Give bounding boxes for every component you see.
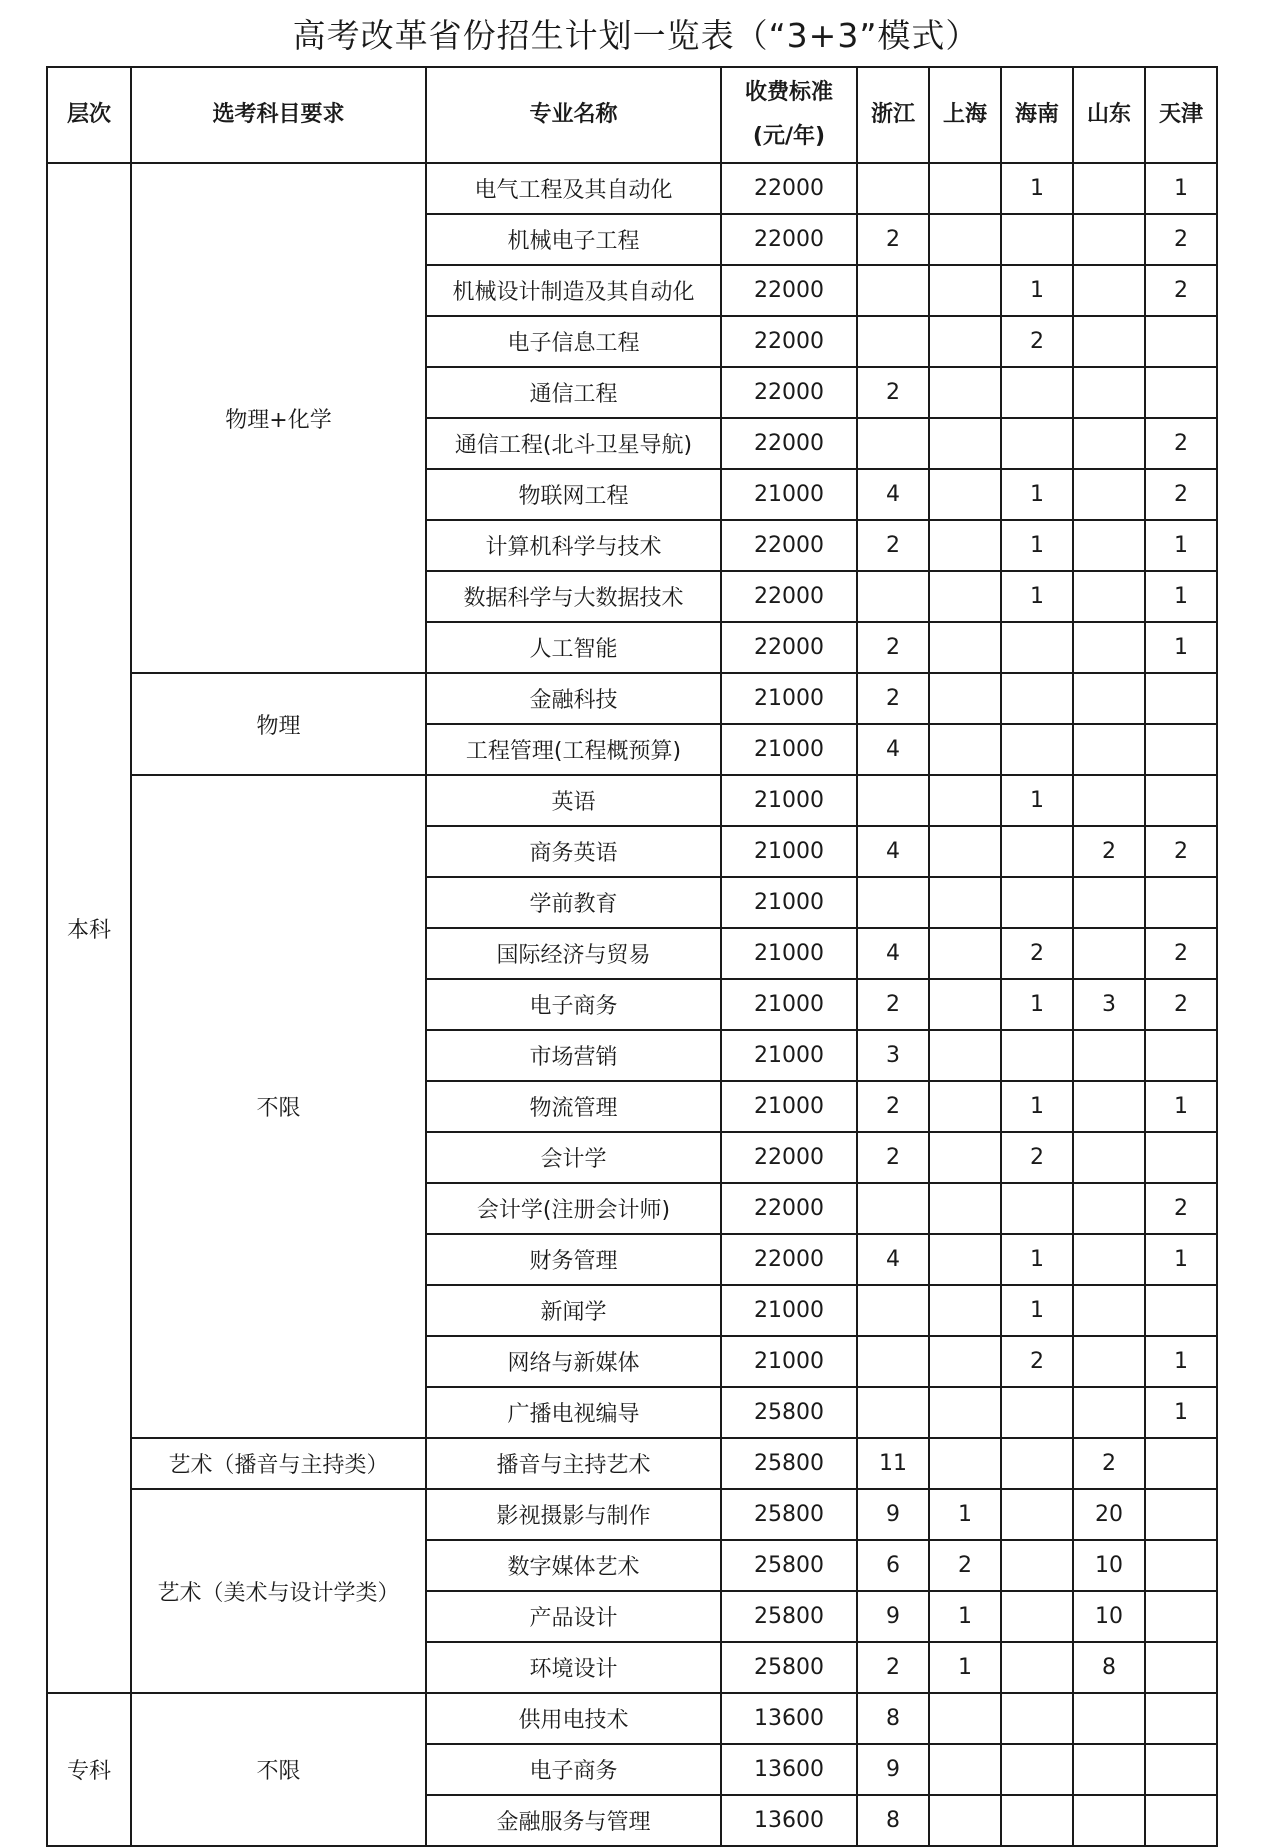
count-cell-shandong	[1073, 1234, 1145, 1285]
count-cell-shandong	[1073, 316, 1145, 367]
count-cell-shandong	[1073, 469, 1145, 520]
count-cell-shandong	[1073, 214, 1145, 265]
count-cell-tianjin: 2	[1145, 418, 1217, 469]
fee-cell: 21000	[721, 1336, 857, 1387]
count-cell-zhejiang	[857, 1285, 929, 1336]
count-cell-shanghai	[929, 1234, 1001, 1285]
count-cell-tianjin: 1	[1145, 1234, 1217, 1285]
fee-cell: 21000	[721, 724, 857, 775]
table-row	[47, 1693, 1217, 1744]
count-cell-zhejiang: 2	[857, 367, 929, 418]
fee-cell: 25800	[721, 1438, 857, 1489]
count-cell-shandong: 8	[1073, 1642, 1145, 1693]
major-name-cell: 会计学	[426, 1132, 721, 1183]
count-cell-tianjin	[1145, 1591, 1217, 1642]
fee-cell: 21000	[721, 1081, 857, 1132]
major-name-cell: 供用电技术	[426, 1693, 721, 1744]
count-cell-tianjin: 2	[1145, 469, 1217, 520]
count-cell-zhejiang: 8	[857, 1795, 929, 1846]
count-cell-tianjin	[1145, 1540, 1217, 1591]
major-name-cell: 商务英语	[426, 826, 721, 877]
count-cell-tianjin	[1145, 1642, 1217, 1693]
fee-cell: 22000	[721, 367, 857, 418]
table-body	[47, 163, 1217, 1846]
count-cell-zhejiang	[857, 1387, 929, 1438]
count-cell-zhejiang: 4	[857, 928, 929, 979]
major-name-cell: 人工智能	[426, 622, 721, 673]
count-cell-zhejiang: 2	[857, 1642, 929, 1693]
count-cell-tianjin: 2	[1145, 979, 1217, 1030]
count-cell-hainan: 1	[1001, 265, 1073, 316]
major-name-cell: 计算机科学与技术	[426, 520, 721, 571]
fee-cell: 22000	[721, 418, 857, 469]
count-cell-hainan	[1001, 1693, 1073, 1744]
fee-cell: 22000	[721, 316, 857, 367]
major-name-cell: 新闻学	[426, 1285, 721, 1336]
count-cell-hainan	[1001, 367, 1073, 418]
count-cell-shanghai	[929, 1693, 1001, 1744]
count-cell-shanghai	[929, 622, 1001, 673]
count-cell-shanghai	[929, 1744, 1001, 1795]
count-cell-hainan	[1001, 214, 1073, 265]
count-cell-shandong	[1073, 1183, 1145, 1234]
subject-requirement-cell: 物理	[131, 673, 426, 775]
count-cell-shandong	[1073, 1285, 1145, 1336]
count-cell-zhejiang: 11	[857, 1438, 929, 1489]
count-cell-shanghai	[929, 877, 1001, 928]
count-cell-shanghai	[929, 418, 1001, 469]
count-cell-shandong	[1073, 520, 1145, 571]
count-cell-shanghai	[929, 1285, 1001, 1336]
count-cell-shandong	[1073, 622, 1145, 673]
count-cell-shandong: 2	[1073, 826, 1145, 877]
count-cell-hainan	[1001, 1744, 1073, 1795]
count-cell-tianjin	[1145, 1693, 1217, 1744]
header-level: 层次	[47, 67, 131, 163]
count-cell-tianjin	[1145, 1132, 1217, 1183]
count-cell-shanghai	[929, 469, 1001, 520]
table-row	[47, 775, 1217, 826]
subject-requirement-cell: 不限	[131, 775, 426, 1438]
fee-cell: 22000	[721, 520, 857, 571]
table-row	[47, 673, 1217, 724]
count-cell-shanghai: 2	[929, 1540, 1001, 1591]
count-cell-tianjin	[1145, 316, 1217, 367]
count-cell-shanghai	[929, 1132, 1001, 1183]
header-province-shanghai: 上海	[929, 67, 1001, 163]
count-cell-hainan: 2	[1001, 316, 1073, 367]
count-cell-shandong	[1073, 877, 1145, 928]
major-name-cell: 金融科技	[426, 673, 721, 724]
count-cell-tianjin	[1145, 1795, 1217, 1846]
count-cell-tianjin: 1	[1145, 571, 1217, 622]
major-name-cell: 网络与新媒体	[426, 1336, 721, 1387]
count-cell-zhejiang	[857, 418, 929, 469]
count-cell-shanghai	[929, 571, 1001, 622]
count-cell-shandong	[1073, 1132, 1145, 1183]
major-name-cell: 播音与主持艺术	[426, 1438, 721, 1489]
count-cell-zhejiang: 3	[857, 1030, 929, 1081]
count-cell-shandong	[1073, 1336, 1145, 1387]
count-cell-shanghai	[929, 1795, 1001, 1846]
count-cell-tianjin: 1	[1145, 1336, 1217, 1387]
count-cell-shandong	[1073, 928, 1145, 979]
major-name-cell: 英语	[426, 775, 721, 826]
fee-cell: 22000	[721, 265, 857, 316]
count-cell-zhejiang: 8	[857, 1693, 929, 1744]
major-name-cell: 产品设计	[426, 1591, 721, 1642]
table-row	[47, 163, 1217, 214]
count-cell-shanghai	[929, 1438, 1001, 1489]
major-name-cell: 电子商务	[426, 979, 721, 1030]
count-cell-hainan: 2	[1001, 1132, 1073, 1183]
count-cell-shandong	[1073, 265, 1145, 316]
count-cell-shandong	[1073, 367, 1145, 418]
major-name-cell: 金融服务与管理	[426, 1795, 721, 1846]
header-province-tianjin: 天津	[1145, 67, 1217, 163]
subject-requirement-cell: 不限	[131, 1693, 426, 1846]
major-name-cell: 机械设计制造及其自动化	[426, 265, 721, 316]
major-name-cell: 广播电视编导	[426, 1387, 721, 1438]
count-cell-shandong	[1073, 1387, 1145, 1438]
count-cell-shandong: 3	[1073, 979, 1145, 1030]
fee-cell: 21000	[721, 979, 857, 1030]
count-cell-zhejiang	[857, 877, 929, 928]
count-cell-zhejiang: 6	[857, 1540, 929, 1591]
count-cell-shanghai	[929, 775, 1001, 826]
count-cell-hainan	[1001, 1591, 1073, 1642]
header-province-zhejiang: 浙江	[857, 67, 929, 163]
fee-cell: 22000	[721, 571, 857, 622]
count-cell-hainan: 2	[1001, 928, 1073, 979]
count-cell-tianjin	[1145, 1744, 1217, 1795]
fee-cell: 13600	[721, 1744, 857, 1795]
count-cell-tianjin	[1145, 1489, 1217, 1540]
table-row	[47, 1489, 1217, 1540]
count-cell-shandong	[1073, 1081, 1145, 1132]
major-name-cell: 电气工程及其自动化	[426, 163, 721, 214]
count-cell-tianjin: 1	[1145, 1387, 1217, 1438]
count-cell-hainan	[1001, 1642, 1073, 1693]
count-cell-zhejiang	[857, 316, 929, 367]
count-cell-tianjin: 2	[1145, 214, 1217, 265]
count-cell-shanghai	[929, 163, 1001, 214]
count-cell-hainan	[1001, 1540, 1073, 1591]
major-name-cell: 影视摄影与制作	[426, 1489, 721, 1540]
fee-cell: 25800	[721, 1387, 857, 1438]
major-name-cell: 物流管理	[426, 1081, 721, 1132]
count-cell-shanghai	[929, 1081, 1001, 1132]
count-cell-zhejiang: 2	[857, 622, 929, 673]
fee-cell: 25800	[721, 1591, 857, 1642]
major-name-cell: 国际经济与贸易	[426, 928, 721, 979]
major-name-cell: 通信工程(北斗卫星导航)	[426, 418, 721, 469]
count-cell-shandong	[1073, 163, 1145, 214]
count-cell-hainan	[1001, 673, 1073, 724]
fee-cell: 21000	[721, 877, 857, 928]
level-cell: 专科	[47, 1693, 131, 1846]
fee-cell: 22000	[721, 163, 857, 214]
table-row	[47, 1438, 1217, 1489]
count-cell-shandong: 10	[1073, 1591, 1145, 1642]
fee-cell: 22000	[721, 1234, 857, 1285]
count-cell-shandong	[1073, 1744, 1145, 1795]
count-cell-shandong	[1073, 673, 1145, 724]
count-cell-hainan	[1001, 1183, 1073, 1234]
level-cell: 本科	[47, 163, 131, 1693]
count-cell-tianjin: 2	[1145, 928, 1217, 979]
count-cell-shandong	[1073, 571, 1145, 622]
count-cell-zhejiang: 2	[857, 520, 929, 571]
count-cell-shanghai	[929, 826, 1001, 877]
fee-cell: 21000	[721, 673, 857, 724]
count-cell-zhejiang: 9	[857, 1744, 929, 1795]
count-cell-tianjin	[1145, 724, 1217, 775]
count-cell-shanghai	[929, 673, 1001, 724]
count-cell-zhejiang: 4	[857, 469, 929, 520]
count-cell-shanghai	[929, 1336, 1001, 1387]
fee-cell: 21000	[721, 928, 857, 979]
count-cell-shanghai	[929, 520, 1001, 571]
count-cell-shanghai	[929, 1387, 1001, 1438]
count-cell-hainan	[1001, 1387, 1073, 1438]
header-province-shandong: 山东	[1073, 67, 1145, 163]
fee-cell: 13600	[721, 1693, 857, 1744]
header-fee-line2: (元/年)	[752, 124, 826, 149]
count-cell-hainan: 1	[1001, 775, 1073, 826]
count-cell-tianjin: 2	[1145, 826, 1217, 877]
count-cell-hainan: 1	[1001, 520, 1073, 571]
count-cell-shanghai	[929, 1183, 1001, 1234]
header-province-hainan: 海南	[1001, 67, 1073, 163]
count-cell-tianjin	[1145, 1030, 1217, 1081]
fee-cell: 21000	[721, 775, 857, 826]
count-cell-shanghai: 1	[929, 1642, 1001, 1693]
count-cell-shanghai	[929, 724, 1001, 775]
count-cell-tianjin	[1145, 1438, 1217, 1489]
fee-cell: 25800	[721, 1642, 857, 1693]
major-name-cell: 电子商务	[426, 1744, 721, 1795]
count-cell-shandong: 20	[1073, 1489, 1145, 1540]
major-name-cell: 工程管理(工程概预算)	[426, 724, 721, 775]
count-cell-shanghai	[929, 1030, 1001, 1081]
count-cell-zhejiang: 2	[857, 673, 929, 724]
major-name-cell: 市场营销	[426, 1030, 721, 1081]
count-cell-tianjin	[1145, 877, 1217, 928]
count-cell-tianjin: 1	[1145, 163, 1217, 214]
count-cell-hainan: 1	[1001, 571, 1073, 622]
page-title: 高考改革省份招生计划一览表（“3+3”模式）	[292, 16, 980, 55]
count-cell-shanghai	[929, 316, 1001, 367]
count-cell-shandong: 2	[1073, 1438, 1145, 1489]
count-cell-hainan: 1	[1001, 1234, 1073, 1285]
fee-cell: 22000	[721, 622, 857, 673]
fee-cell: 22000	[721, 214, 857, 265]
count-cell-zhejiang: 2	[857, 979, 929, 1030]
count-cell-hainan	[1001, 1030, 1073, 1081]
count-cell-zhejiang	[857, 265, 929, 316]
major-name-cell: 物联网工程	[426, 469, 721, 520]
count-cell-shandong	[1073, 1693, 1145, 1744]
count-cell-hainan	[1001, 877, 1073, 928]
count-cell-shanghai: 1	[929, 1489, 1001, 1540]
count-cell-hainan: 1	[1001, 1081, 1073, 1132]
count-cell-hainan: 1	[1001, 1285, 1073, 1336]
fee-cell: 21000	[721, 1030, 857, 1081]
major-name-cell: 会计学(注册会计师)	[426, 1183, 721, 1234]
fee-cell: 22000	[721, 1132, 857, 1183]
major-name-cell: 数据科学与大数据技术	[426, 571, 721, 622]
major-name-cell: 数字媒体艺术	[426, 1540, 721, 1591]
header-subjects: 选考科目要求	[131, 67, 426, 163]
count-cell-hainan	[1001, 1438, 1073, 1489]
count-cell-hainan: 1	[1001, 979, 1073, 1030]
count-cell-shandong	[1073, 775, 1145, 826]
count-cell-zhejiang	[857, 1183, 929, 1234]
count-cell-hainan	[1001, 418, 1073, 469]
major-name-cell: 财务管理	[426, 1234, 721, 1285]
count-cell-shandong	[1073, 1795, 1145, 1846]
count-cell-zhejiang	[857, 775, 929, 826]
count-cell-shanghai	[929, 367, 1001, 418]
count-cell-shandong	[1073, 724, 1145, 775]
count-cell-hainan: 2	[1001, 1336, 1073, 1387]
count-cell-shandong	[1073, 1030, 1145, 1081]
subject-requirement-cell: 物理+化学	[131, 163, 426, 673]
subject-requirement-cell: 艺术（美术与设计学类）	[131, 1489, 426, 1693]
count-cell-zhejiang: 9	[857, 1591, 929, 1642]
count-cell-hainan	[1001, 826, 1073, 877]
fee-cell: 25800	[721, 1489, 857, 1540]
header-fee-line1: 收费标准	[744, 80, 833, 105]
count-cell-shanghai	[929, 214, 1001, 265]
count-cell-tianjin: 1	[1145, 622, 1217, 673]
count-cell-shanghai	[929, 265, 1001, 316]
header-row	[47, 67, 1217, 163]
fee-cell: 25800	[721, 1540, 857, 1591]
subject-requirement-cell: 艺术（播音与主持类）	[131, 1438, 426, 1489]
count-cell-zhejiang: 2	[857, 214, 929, 265]
count-cell-shandong	[1073, 418, 1145, 469]
count-cell-tianjin	[1145, 775, 1217, 826]
count-cell-hainan	[1001, 724, 1073, 775]
major-name-cell: 通信工程	[426, 367, 721, 418]
count-cell-hainan: 1	[1001, 163, 1073, 214]
fee-cell: 21000	[721, 469, 857, 520]
count-cell-zhejiang	[857, 163, 929, 214]
count-cell-tianjin: 1	[1145, 520, 1217, 571]
enrollment-plan-table	[46, 66, 1218, 1847]
count-cell-zhejiang: 2	[857, 1132, 929, 1183]
count-cell-tianjin	[1145, 673, 1217, 724]
major-name-cell: 环境设计	[426, 1642, 721, 1693]
count-cell-tianjin	[1145, 367, 1217, 418]
count-cell-shanghai	[929, 928, 1001, 979]
count-cell-zhejiang	[857, 1336, 929, 1387]
major-name-cell: 学前教育	[426, 877, 721, 928]
fee-cell: 21000	[721, 1285, 857, 1336]
count-cell-shanghai: 1	[929, 1591, 1001, 1642]
major-name-cell: 电子信息工程	[426, 316, 721, 367]
count-cell-zhejiang: 4	[857, 724, 929, 775]
header-fee	[721, 67, 857, 163]
count-cell-shandong: 10	[1073, 1540, 1145, 1591]
count-cell-hainan	[1001, 1795, 1073, 1846]
count-cell-tianjin	[1145, 1285, 1217, 1336]
count-cell-hainan	[1001, 622, 1073, 673]
major-name-cell: 机械电子工程	[426, 214, 721, 265]
header-major: 专业名称	[426, 67, 721, 163]
count-cell-zhejiang	[857, 571, 929, 622]
count-cell-hainan: 1	[1001, 469, 1073, 520]
fee-cell: 13600	[721, 1795, 857, 1846]
count-cell-hainan	[1001, 1489, 1073, 1540]
count-cell-zhejiang: 4	[857, 826, 929, 877]
fee-cell: 22000	[721, 1183, 857, 1234]
fee-cell: 21000	[721, 826, 857, 877]
count-cell-tianjin: 2	[1145, 1183, 1217, 1234]
count-cell-zhejiang: 2	[857, 1081, 929, 1132]
count-cell-tianjin: 2	[1145, 265, 1217, 316]
count-cell-zhejiang: 9	[857, 1489, 929, 1540]
count-cell-zhejiang: 4	[857, 1234, 929, 1285]
count-cell-shanghai	[929, 979, 1001, 1030]
count-cell-tianjin: 1	[1145, 1081, 1217, 1132]
